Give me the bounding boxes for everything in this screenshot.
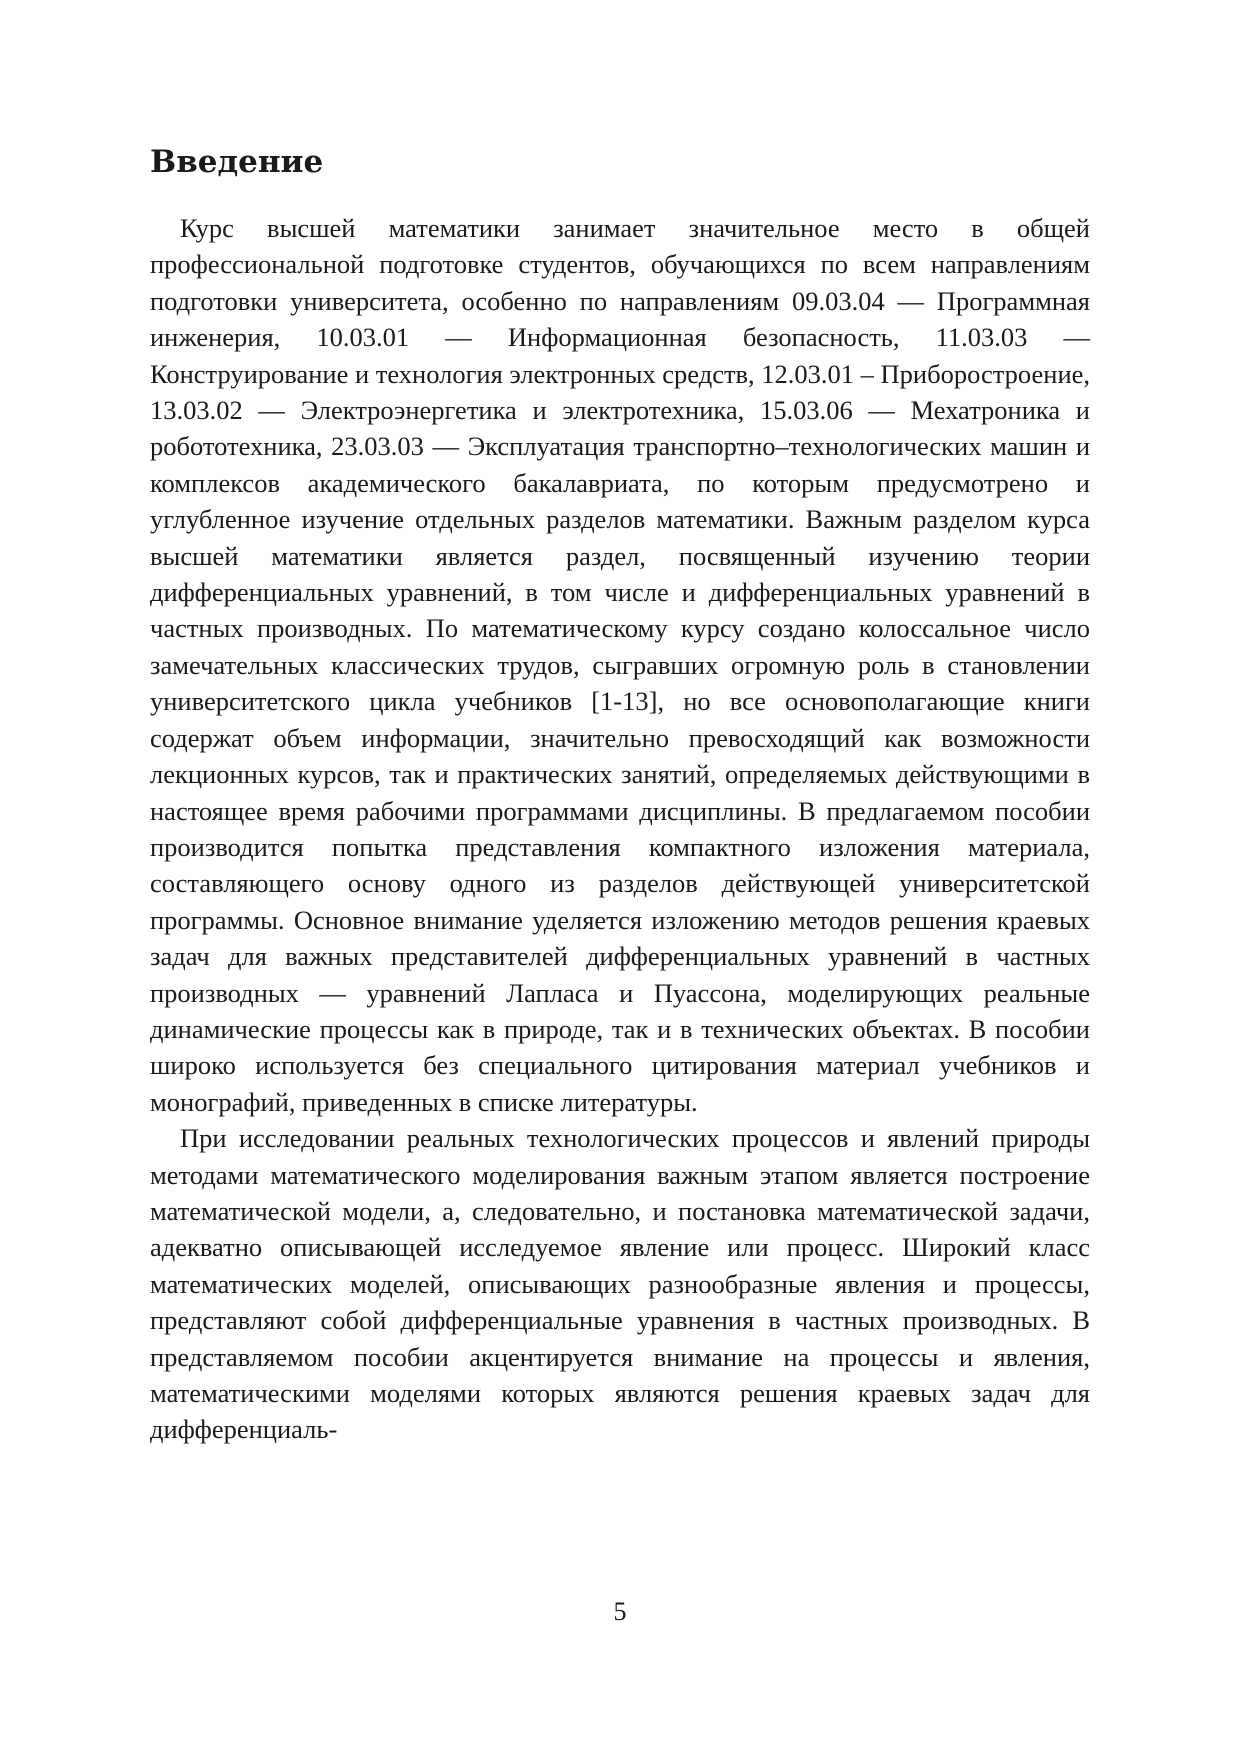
- page-number: 5: [613, 1597, 627, 1626]
- paragraph-1: Курс высшей математики занимает значительное место в общей профессиональной подготовке студентов, обучающихся по всем направлениям подготовки университета, особенно по направлениям 09.03.04 — Программная инженерия, 10.03.01 — Информационная безопасность, 11.03.03 — Конструирование и технология электронных средств, 12.03.01 – Приборостроение, 13.03.02 — Электроэнергетика и электротехника, 15.03.06 — Мехатроника и робототехника, 23.03.03 — Эксплуатация транспортно–технологических машин и комплексов академического бакалавриата, по которым предусмотрено и углубленное изучение отдельных разделов математики. Важным разделом курса высшей математики является раздел, посвященный изучению теории дифференциальных уравнений, в том числе и дифференциальных уравнений в частных производных. По математическому курсу создано колоссальное число замечательных классических трудов, сыгравших огромную роль в становлении университетского цикла учебников [1-13], но все основополагающие книги содержат объем информации, значительно превосходящий как возможности лекционных курсов, так и практических занятий, определяемых действующими в настоящее время рабочими программами дисциплины. В предлагаемом пособии производится попытка представления компактного изложения материала, составляющего основу одного из разделов действующей университетской программы. Основное внимание уделяется изложению методов решения краевых задач для важных представителей дифференциальных уравнений в частных производных — уравнений Лапласа и Пуассона, моделирующих реальные динамические процессы как в природе, так и в технических объектах. В пособии широко используется без специального цитирования материал учебников и монографий, приведенных в списке литературы.: [150, 213, 1091, 1117]
- section-heading: Введение: [150, 144, 324, 180]
- paragraph-2: При исследовании реальных технологических процессов и явлений природы методами математического моделирования важным этапом является построение математической модели, а, следовательно, и постановка математической задачи, адекватно описывающей исследуемое явление или процесс. Широкий класс математических моделей, описывающих разнообразные явления и процессы, представляют собой дифференциальные уравнения в частных производных. В представляемом пособии акцентируется внимание на процессы и явления, математическими моделями которых являются решения краевых задач для дифференциаль-: [150, 1123, 1090, 1445]
- body-text: [150, 210, 1090, 1448]
